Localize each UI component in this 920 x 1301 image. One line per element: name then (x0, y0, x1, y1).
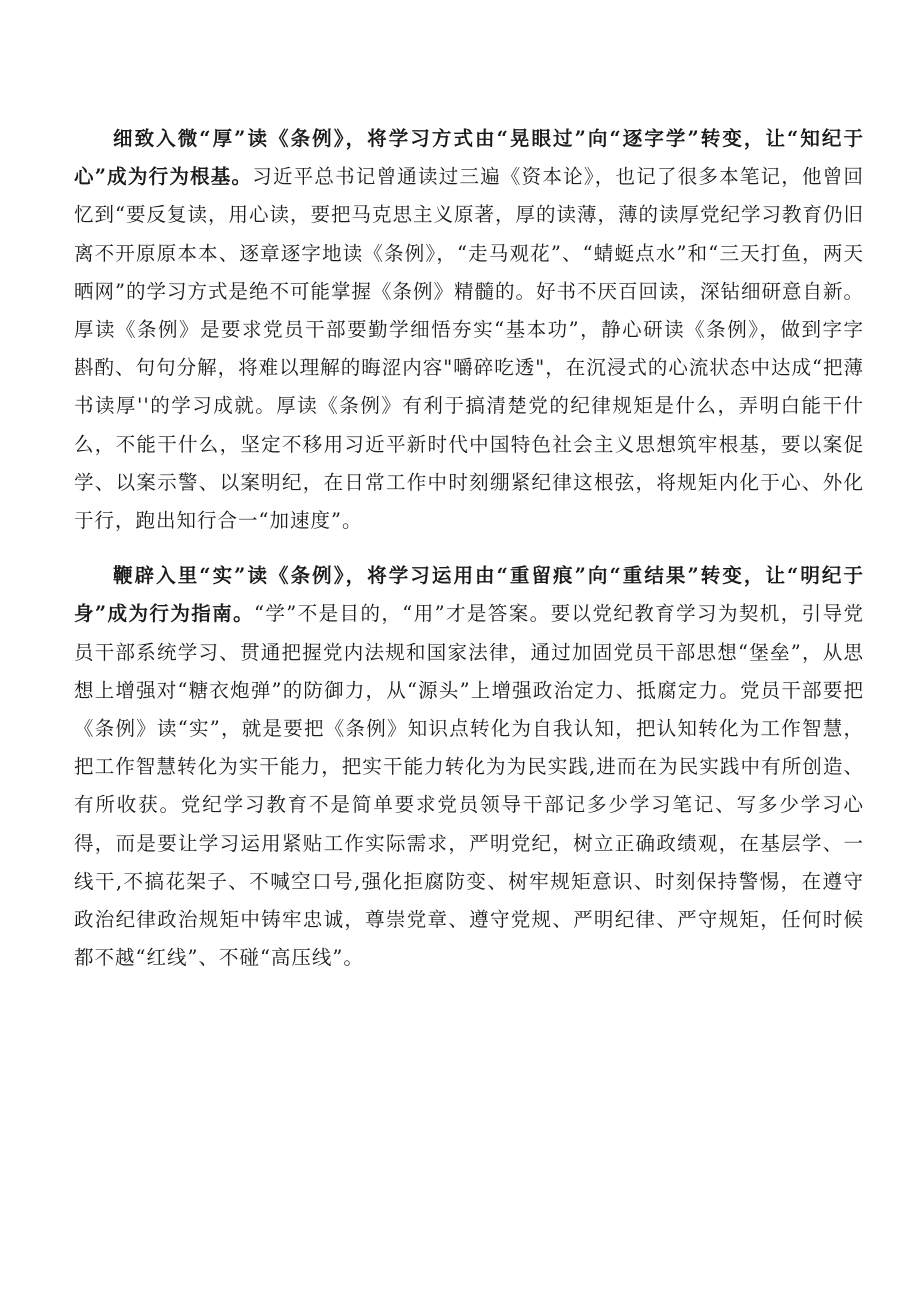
paragraph-1-body: 习近平总书记曾通读过三遍《资本论》，也记了很多本笔记，他曾回忆到“要反复读，用心读，要把马克思主义原著，厚的读薄，薄的读厚党纪学习教育仍旧离不开原原本本、逐章逐字地读《条例》，“走马观花”、“蜻蜓点水”和“三天打鱼，两天晒网”的学习方式是绝不可能掌握《条例》精髓的。好书不厌百回读，深钻细研意自新。厚读《条例》是要求党员干部要勤学细悟夯实“基本功”，静心研读《条例》，做到字字斟酌、句句分解，将难以理解的晦涩内容"嚼碎吃透"，在沉浸式的心流状态中达成“把薄书读厚''的学习成就。厚读《条例》有利于搞清楚党的纪律规矩是什么，弄明白能干什么，不能干什么，坚定不移用习近平新时代中国特色社会主义思想筑牢根基，要以案促学、以案示警、以案明纪，在日常工作中时刻绷紧纪律这根弦，将规矩内化于心、外化于行，跑出知行合一“加速度”。 (74, 165, 864, 533)
paragraph-1 (74, 120, 864, 540)
paragraph-2-heading: 鞭辟入里“实”读《条例》，将学习运用由“重留痕”向“重结果”转变，让“明纪于身”成为行为指南。 (74, 564, 864, 626)
document-page (74, 120, 864, 977)
paragraph-2 (74, 557, 864, 977)
paragraph-2-body: “学”不是目的，“用”才是答案。要以党纪教育学习为契机，引导党员干部系统学习、贯通把握党内法规和国家法律，通过加固党员干部思想“堡垒”，从思想上增强对“糖衣炮弹”的防御力，从“源头”上增强政治定力、抵腐定力。党员干部要把《条例》读“实”，就是要把《条例》知识点转化为自我认知，把认知转化为工作智慧，把工作智慧转化为实干能力，把实干能力转化为为民实践,进而在为民实践中有所创造、有所收获。党纪学习教育不是简单要求党员领导干部记多少学习笔记、写多少学习心得，而是要让学习运用紧贴工作实际需求，严明党纪，树立正确政绩观，在基层学、一线干,不搞花架子、不喊空口号,强化拒腐防变、树牢规矩意识、时刻保持警惕，在遵守政治纪律政治规矩中铸牢忠诚，尊崇党章、遵守党规、严明纪律、严守规矩，任何时候都不越“红线”、不碰“高压线”。 (74, 602, 864, 970)
paragraph-1-heading: 细致入微“厚”读《条例》，将学习方式由“晃眼过”向“逐字学”转变，让“知纪于心”成为行为根基。 (74, 127, 864, 189)
